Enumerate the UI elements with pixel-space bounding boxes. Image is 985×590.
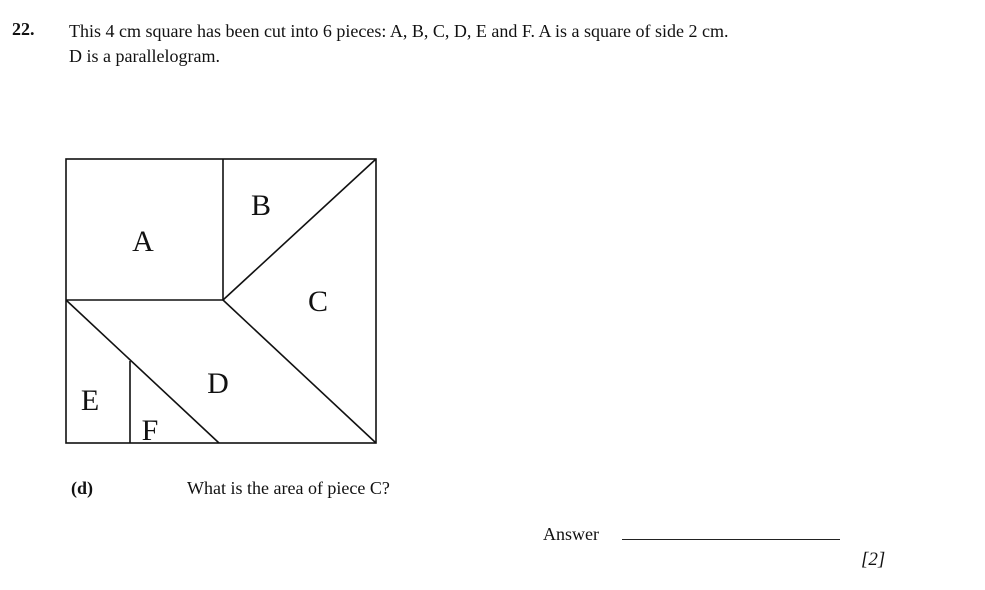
- question-stem: [69, 19, 728, 69]
- piece-label-d: D: [207, 367, 229, 400]
- edge-c-d-diagonal: [223, 300, 376, 443]
- piece-label-a: A: [132, 225, 154, 258]
- stem-line-1: This 4 cm square has been cut into 6 pieces: A, B, C, D, E and F. A is a square of side 2 cm.: [69, 21, 729, 41]
- piece-label-c: C: [307, 285, 329, 318]
- part-label: (d): [71, 478, 93, 498]
- piece-label-f: F: [141, 414, 159, 447]
- question-number: 22.: [12, 19, 35, 39]
- square-dissection-figure: [60, 152, 385, 452]
- marks-indicator: [2]: [861, 549, 886, 570]
- piece-label-b: B: [250, 189, 272, 222]
- stem-line-2: D is a parallelogram.: [69, 46, 220, 66]
- square-dissection-svg: [60, 152, 385, 452]
- edge-b-c-diagonal: [223, 159, 376, 300]
- answer-label: Answer: [543, 524, 599, 544]
- piece-label-e: E: [80, 384, 100, 417]
- part-question: What is the area of piece C?: [187, 478, 390, 498]
- answer-line[interactable]: [622, 539, 840, 540]
